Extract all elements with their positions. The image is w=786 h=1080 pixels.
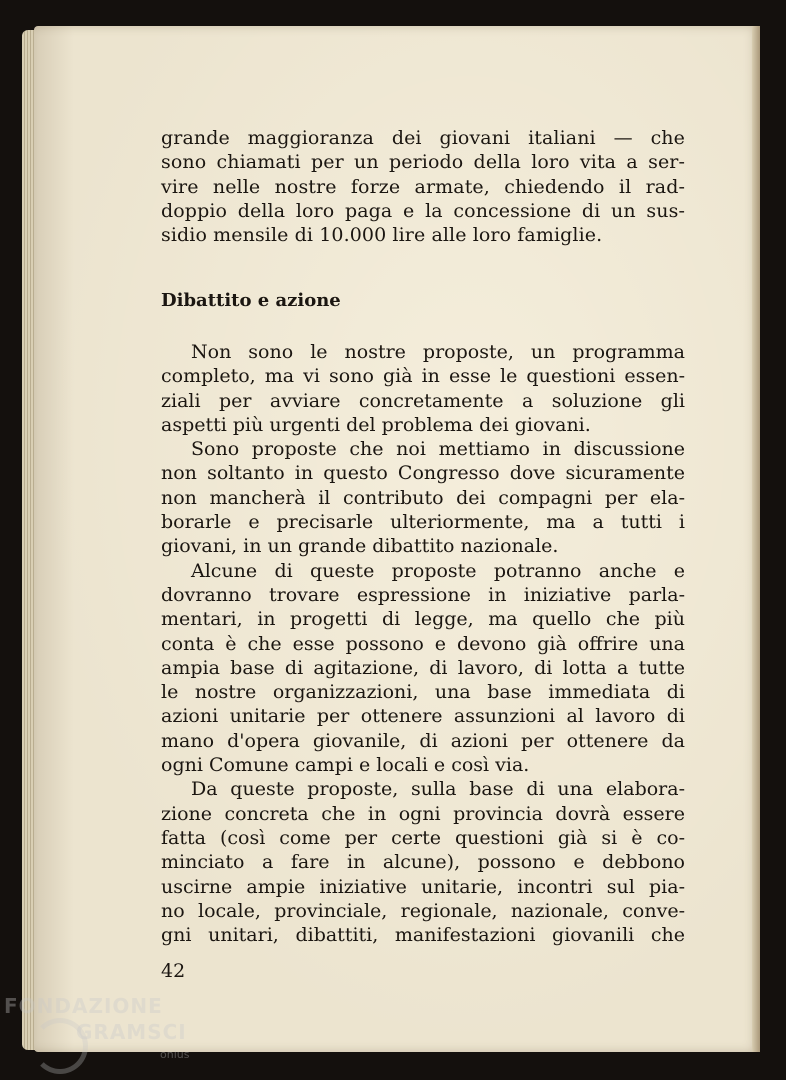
text-line: Sono proposte che noi mettiamo in discussione bbox=[191, 438, 685, 461]
text-line: conta è che esse possono e devono già offrire una bbox=[161, 632, 685, 655]
section-heading: Dibattito e azione bbox=[161, 290, 341, 311]
foundation-watermark bbox=[0, 992, 200, 1080]
text-line: borarle e precisarle ulteriormente, ma a tutti i bbox=[161, 511, 685, 534]
top-paragraph bbox=[161, 126, 685, 247]
body-text bbox=[161, 340, 685, 947]
text-line: gni unitari, dibattiti, manifestazioni giovanili che bbox=[161, 924, 685, 947]
text-line: sono chiamati per un periodo della loro vita a ser- bbox=[161, 151, 685, 174]
text-line: completo, ma vi sono già in esse le questioni essen- bbox=[161, 365, 685, 388]
text-line: vire nelle nostre forze armate, chiedendo il rad- bbox=[161, 175, 685, 198]
watermark-line1: FONDAZIONE bbox=[4, 994, 163, 1018]
text-line: no locale, provinciale, regionale, nazionale, conve- bbox=[161, 899, 685, 922]
page-number: 42 bbox=[161, 960, 186, 982]
text-line: ziali per avviare concretamente a soluzione gli bbox=[161, 389, 685, 412]
text-line: ampia base di agitazione, di lavoro, di lotta a tutte bbox=[161, 656, 685, 679]
text-line: minciato a fare in alcune), possono e debbono bbox=[161, 851, 685, 874]
text-line: dovranno trovare espressione in iniziative parla- bbox=[161, 583, 685, 606]
text-line: fatta (così come per certe questioni già si è co- bbox=[161, 826, 685, 849]
text-line: Alcune di queste proposte potranno anche e bbox=[191, 559, 685, 582]
text-line: azioni unitarie per ottenere assunzioni al lavoro di bbox=[161, 705, 685, 728]
text-line: ogni Comune campi e locali e così via. bbox=[161, 754, 530, 777]
text-line: giovani, in un grande dibattito nazionale. bbox=[161, 535, 559, 558]
text-line: sidio mensile di 10.000 lire alle loro famiglie. bbox=[161, 224, 603, 247]
text-line: le nostre organizzazioni, una base immediata di bbox=[161, 681, 685, 704]
watermark-line2: GRAMSCI bbox=[76, 1020, 187, 1044]
text-line: non soltanto in questo Congresso dove sicuramente bbox=[161, 462, 685, 485]
text-line: uscirne ampie iniziative unitarie, incontri sul pia- bbox=[161, 875, 685, 898]
text-line: zione concreta che in ogni provincia dovrà essere bbox=[161, 802, 685, 825]
text-line: non mancherà il contributo dei compagni per ela- bbox=[161, 486, 685, 509]
watermark-line3: onlus bbox=[160, 1048, 190, 1061]
text-line: mentari, in progetti di legge, ma quello che più bbox=[161, 608, 685, 631]
page-right-edge bbox=[752, 26, 760, 1052]
text-line: aspetti più urgenti del problema dei giovani. bbox=[161, 413, 591, 436]
text-line: doppio della loro paga e la concessione di un sus- bbox=[161, 199, 685, 222]
text-line: grande maggioranza dei giovani italiani — che bbox=[161, 127, 685, 149]
text-line: Non sono le nostre proposte, un programma bbox=[191, 341, 685, 363]
text-line: mano d'opera giovanile, di azioni per ottenere da bbox=[161, 729, 685, 752]
text-line: Da queste proposte, sulla base di una elabora- bbox=[191, 778, 685, 801]
